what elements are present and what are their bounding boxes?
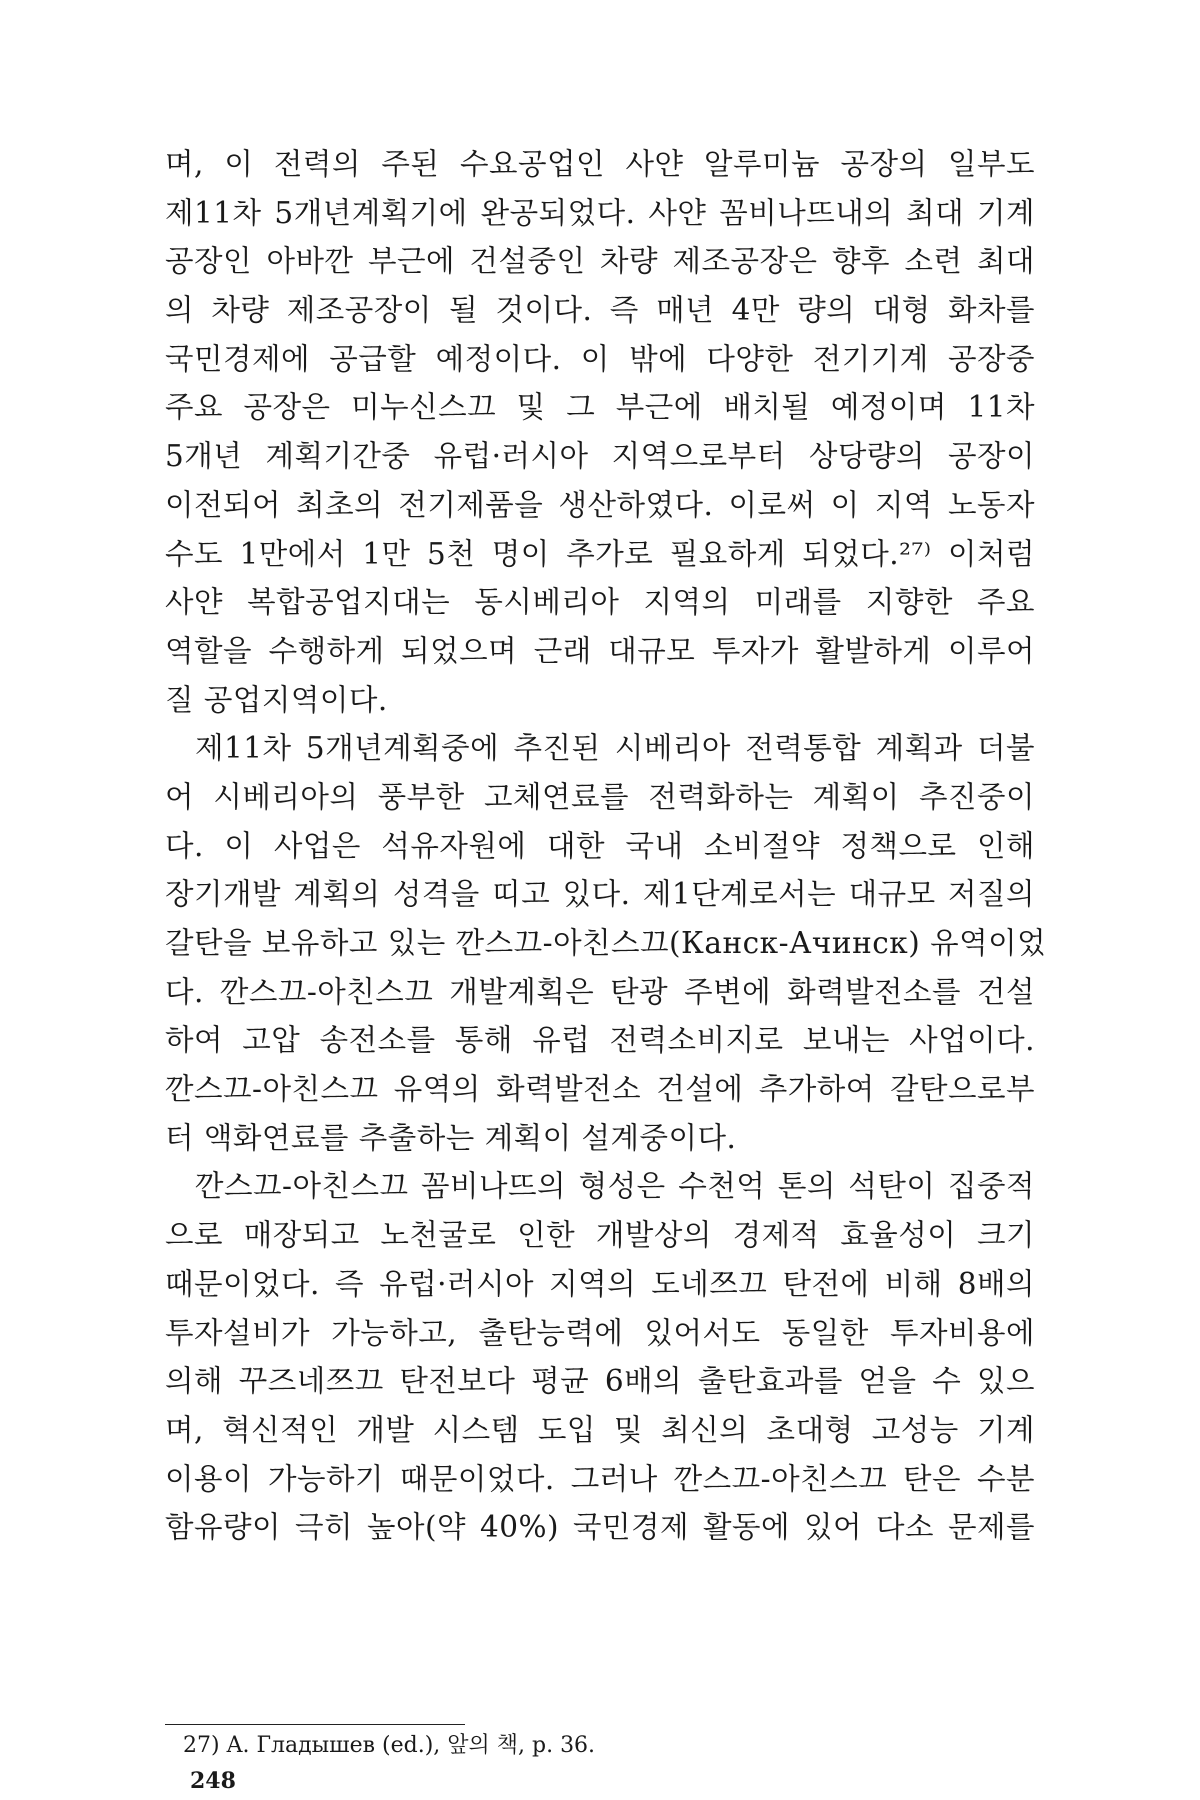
text-line: 깐스끄-아친스끄 꼼비나뜨의 형성은 수천억 톤의 석탄이 집중적 bbox=[195, 1169, 1035, 1204]
paragraph-2 bbox=[165, 724, 1047, 1162]
text-line: 함유량이 극히 높아(약 40%) 국민경제 활동에 있어 다소 문제를 bbox=[165, 1510, 1035, 1545]
body-text bbox=[165, 140, 1047, 1552]
text-line: 하여 고압 송전소를 통해 유럽 전력소비지로 보내는 사업이다. bbox=[165, 1023, 1035, 1058]
text-line: 며, 이 전력의 주된 수요공업인 사얀 알루미늄 공장의 일부도 bbox=[165, 147, 1035, 181]
footnote-divider bbox=[165, 1724, 465, 1725]
text-line: 장기개발 계획의 성격을 띠고 있다. 제1단계로서는 대규모 저질의 bbox=[165, 877, 1035, 912]
text-line: 역할을 수행하게 되었으며 근래 대규모 투자가 활발하게 이루어 bbox=[165, 633, 1035, 668]
text-line: 주요 공장은 미누신스끄 및 그 부근에 배치될 예정이며 11차 bbox=[165, 390, 1035, 425]
text-line: 의 차량 제조공장이 될 것이다. 즉 매년 4만 량의 대형 화차를 bbox=[165, 293, 1035, 328]
text-line: 투자설비가 가능하고, 출탄능력에 있어서도 동일한 투자비용에 bbox=[165, 1315, 1035, 1350]
text-line: 때문이었다. 즉 유럽·러시아 지역의 도네쯔끄 탄전에 비해 8배의 bbox=[165, 1266, 1035, 1301]
text-line: 국민경제에 공급할 예정이다. 이 밖에 다양한 전기기계 공장중 bbox=[165, 341, 1035, 376]
text-line: 사얀 복합공업지대는 동시베리아 지역의 미래를 지향한 주요 bbox=[165, 585, 1035, 620]
text-line: 어 시베리아의 풍부한 고체연료를 전력화하는 계획이 추진중이 bbox=[165, 779, 1035, 814]
text-line: 제11차 5개년계획기에 완공되었다. 사얀 꼼비나뜨내의 최대 기계 bbox=[165, 195, 1035, 230]
paragraph-3 bbox=[165, 1162, 1035, 1552]
text-line: 갈탄을 보유하고 있는 깐스끄-아친스끄(Канск-Ачинск) 유역이었 bbox=[165, 926, 1047, 960]
text-line: 이전되어 최초의 전기제품을 생산하였다. 이로써 이 지역 노동자 bbox=[165, 487, 1035, 522]
text-line: 터 액화연료를 추출하는 계획이 설계중이다. bbox=[165, 1120, 737, 1155]
text-line: 5개년 계획기간중 유럽·러시아 지역으로부터 상당량의 공장이 bbox=[165, 439, 1035, 474]
text-line: 다. 이 사업은 석유자원에 대한 국내 소비절약 정책으로 인해 bbox=[165, 828, 1035, 863]
text-line: 제11차 5개년계획중에 추진된 시베리아 전력통합 계획과 더불 bbox=[195, 731, 1035, 766]
text-line: 깐스끄-아친스끄 유역의 화력발전소 건설에 추가하여 갈탄으로부 bbox=[165, 1072, 1035, 1107]
text-line: 으로 매장되고 노천굴로 인한 개발상의 경제적 효율성이 크기 bbox=[165, 1218, 1035, 1253]
footnote: 27) A. Гладышев (ed.), 앞의 책, p. 36. bbox=[183, 1733, 596, 1758]
text-line: 며, 혁신적인 개발 시스템 도입 및 최신의 초대형 고성능 기계 bbox=[165, 1412, 1035, 1447]
text-line: 의해 꾸즈네쯔끄 탄전보다 평균 6배의 출탄효과를 얻을 수 있으 bbox=[165, 1364, 1035, 1399]
text-line: 수도 1만에서 1만 5천 명이 추가로 필요하게 되었다.²⁷⁾ 이처럼 bbox=[165, 536, 1035, 571]
text-line: 공장인 아바깐 부근에 건설중인 차량 제조공장은 향후 소련 최대 bbox=[165, 244, 1035, 279]
text-line: 이용이 가능하기 때문이었다. 그러나 깐스끄-아친스끄 탄은 수분 bbox=[165, 1461, 1035, 1496]
text-line: 다. 깐스끄-아친스끄 개발계획은 탄광 주변에 화력발전소를 건설 bbox=[165, 974, 1035, 1009]
paragraph-1 bbox=[165, 140, 1035, 724]
text-line: 질 공업지역이다. bbox=[165, 682, 388, 717]
page-number: 248 bbox=[190, 1768, 236, 1794]
